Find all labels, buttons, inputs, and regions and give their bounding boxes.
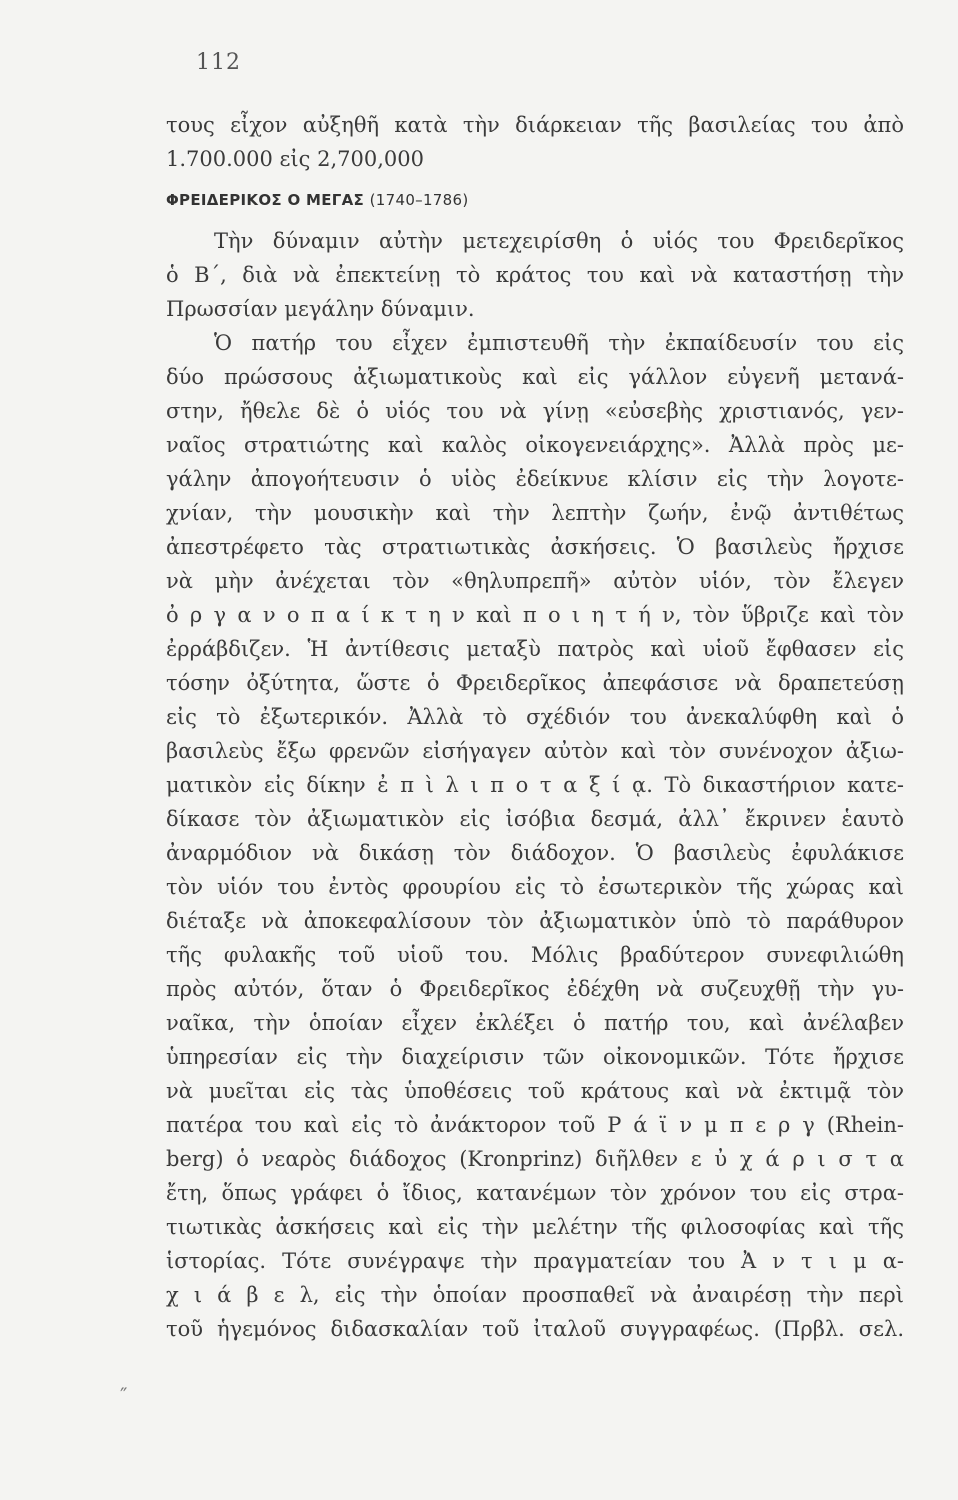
text-line: berg) ὁ νεαρὸς διάδοχος (Kronprinz) διῆλθεν ε ὐ χ ά ρ ι σ τ α — [166, 1147, 904, 1171]
section-title: ΦΡΕΙΔΕΡΙΚΟΣ Ο ΜΕΓΑΣ — [166, 191, 365, 209]
text-line: ἀπεστρέφετο τὰς στρατιωτικὰς ἀσκήσεις. Ὁ βασιλεὺς ἤρχισε — [166, 535, 904, 559]
text-line: ἀναρμόδιον νὰ δικάσῃ τὸν διάδοχον. Ὁ βασιλεὺς ἐφυλάκισε — [166, 841, 904, 865]
text-line: χ ι ά β ε λ, εἰς τὴν ὁποίαν προσπαθεῖ νὰ ἀναιρέσῃ τὴν περὶ — [166, 1283, 904, 1307]
text-line: ματικὸν εἰς δίκην ἐ π ὶ λ ι π ο τ α ξ ί ᾳ. Τὸ δικαστήριον κατε- — [166, 773, 904, 797]
text-line: Ὁ πατήρ του εἶχεν ἐμπιστευθῆ τὴν ἐκπαίδευσίν του εἰς — [214, 331, 904, 355]
text-line: δίκασε τὸν ἀξιωματικὸν εἰς ἰσόβια δεσμά, ἀλλ᾽ ἔκρινεν ἑαυτὸ — [166, 807, 904, 831]
text-line: χνίαν, τὴν μουσικὴν καὶ τὴν λεπτὴν ζωήν, ἐνῷ ἀντιθέτως — [166, 501, 904, 525]
section-dates: (1740–1786) — [369, 191, 469, 209]
text-line: βασιλεὺς ἔξω φρενῶν εἰσήγαγεν αὐτὸν καὶ τὸν συνένοχον ἀξιω- — [166, 739, 904, 763]
section-heading — [166, 176, 904, 224]
text-line: πρὸς αὐτόν, ὅταν ὁ Φρειδερῖκος ἐδέχθη νὰ συζευχθῇ τὴν γυ- — [166, 977, 904, 1001]
text-line: τοῦ ἡγεμόνος διδασκαλίαν τοῦ ἰταλοῦ συγγραφέως. (Πρβλ. σελ. — [166, 1317, 904, 1341]
text-line: τιωτικὰς ἀσκήσεις καὶ εἰς τὴν μελέτην τῆς φιλοσοφίας καὶ τῆς — [166, 1215, 904, 1239]
text-line: ναῖος στρατιώτης καὶ καλὸς οἰκογενειάρχης». Ἀλλὰ πρὸς με- — [166, 433, 904, 457]
text-line: ἱστορίας. Τότε συνέγραψε τὴν πραγματείαν του Ἀ ν τ ι μ α- — [166, 1249, 904, 1273]
text-line: ὀ ρ γ α ν ο π α ί κ τ η ν καὶ π ο ι η τ ή ν, τὸν ὕβριζε καὶ τὸν — [166, 603, 904, 627]
text-line: ναῖκα, τὴν ὁποίαν εἶχεν ἐκλέξει ὁ πατήρ του, καὶ ἀνέλαβεν — [166, 1011, 904, 1035]
text-line: διέταξε νὰ ἀποκεφαλίσουν τὸν ἀξιωματικὸν ὑπὸ τὸ παράθυρον — [166, 909, 904, 933]
text-line: νὰ μυεῖται εἰς τὰς ὑποθέσεις τοῦ κράτους καὶ νὰ ἐκτιμᾷ τὸν — [166, 1079, 904, 1103]
text-line: 1.700.000 εἰς 2,700,000 — [166, 147, 424, 171]
text-line: τὸν υἱόν του ἐντὸς φρουρίου εἰς τὸ ἐσωτερικὸν τῆς χώρας καὶ — [166, 875, 904, 899]
margin-mark: ″ — [120, 1383, 128, 1407]
text-line: τόσην ὀξύτητα, ὥστε ὁ Φρειδερῖκος ἀπεφάσισε νὰ δραπετεύσῃ — [166, 671, 904, 695]
text-line: Πρωσσίαν μεγάλην δύναμιν. — [166, 297, 475, 321]
text-line: ὁ Β΄, διὰ νὰ ἐπεκτείνῃ τὸ κράτος του καὶ νὰ καταστήσῃ τὴν — [166, 263, 904, 287]
text-line: πατέρα του καὶ εἰς τὸ ἀνάκτορον τοῦ Ρ ά ϊ ν μ π ε ρ γ (Rhein- — [166, 1113, 904, 1137]
text-line: νὰ μὴν ἀνέχεται τὸν «θηλυπρεπῆ» αὐτὸν υἱόν, τὸν ἔλεγεν — [166, 569, 904, 593]
text-line: ἔτη, ὅπως γράφει ὁ ἴδιος, κατανέμων τὸν χρόνον του εἰς στρα- — [166, 1181, 904, 1205]
text-line: εἰς τὸ ἐξωτερικόν. Ἀλλὰ τὸ σχέδιόν του ἀνεκαλύφθη καὶ ὁ — [166, 705, 904, 729]
body-text — [166, 108, 904, 1346]
text-line: Τὴν δύναμιν αὐτὴν μετεχειρίσθη ὁ υἱός του Φρειδερῖκος — [214, 229, 904, 253]
text-line: ἐρράβδιζεν. Ἡ ἀντίθεσις μεταξὺ πατρὸς καὶ υἱοῦ ἔφθασεν εἰς — [166, 637, 904, 661]
page-number: 112 — [196, 50, 241, 75]
text-line: τους εἶχον αὐξηθῆ κατὰ τὴν διάρκειαν τῆς βασιλείας του ἀπὸ — [166, 113, 904, 137]
text-line: τῆς φυλακῆς τοῦ υἱοῦ του. Μόλις βραδύτερον συνεφιλιώθη — [166, 943, 904, 967]
text-line: γάλην ἀπογοήτευσιν ὁ υἱὸς ἐδείκνυε κλίσιν εἰς τὴν λογοτε- — [166, 467, 904, 491]
text-line: στην, ἤθελε δὲ ὁ υἱός του νὰ γίνῃ «εὐσεβὴς χριστιανός, γεν- — [166, 399, 904, 423]
text-line: δύο πρώσσους ἀξιωματικοὺς καὶ εἰς γάλλον εὐγενῆ μετανά- — [166, 365, 904, 389]
text-line: ὑπηρεσίαν εἰς τὴν διαχείρισιν τῶν οἰκονομικῶν. Τότε ἤρχισε — [166, 1045, 904, 1069]
